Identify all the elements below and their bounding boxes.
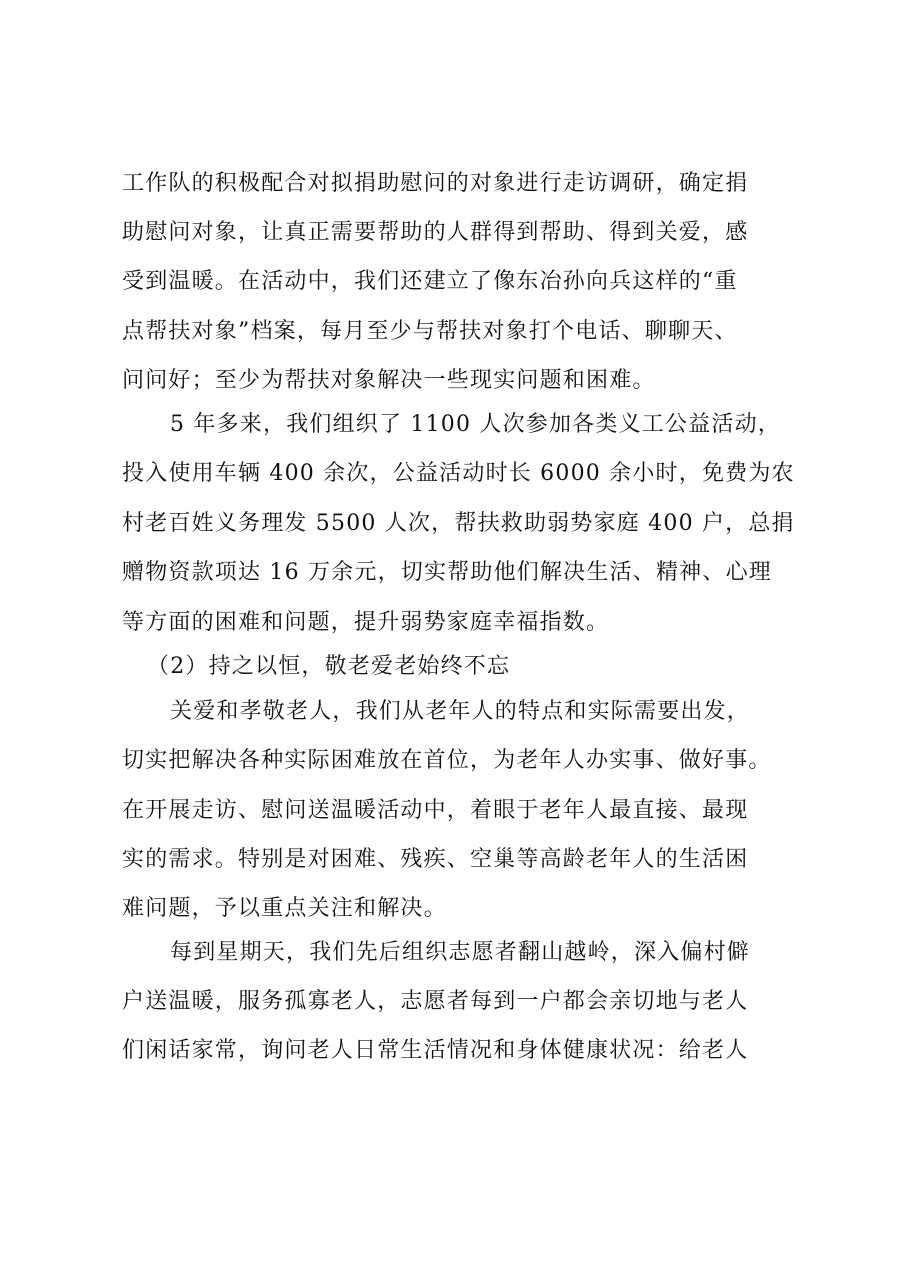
body-line: 们闲话家常，询问老人日常生活情况和身体健康状况：给老人 [122, 1038, 749, 1063]
body-line: 赠物资款项达 16 万余元，切实帮助他们解决生活、精神、心理 [122, 560, 772, 585]
body-line: 每到星期天，我们先后组织志愿者翻山越岭，深入偏村僻 [170, 940, 751, 965]
body-line: 5 年多来，我们组织了 1100 人次参加各类义工公益活动， [170, 412, 781, 437]
body-line: 户送温暖，服务孤寡老人，志愿者每到一户都会亲切地与老人 [122, 989, 749, 1014]
body-line: 点帮扶对象”档案，每月至少与帮扶对象打个电话、聊聊天、 [122, 319, 738, 344]
body-line: 等方面的困难和问题，提升弱势家庭幸福指数。 [122, 610, 610, 635]
section-heading: （2）持之以恒，敬老爱老始终不忘 [147, 654, 511, 679]
body-line: 工作队的积极配合对拟捐助慰问的对象进行走访调研，确定捐 [122, 171, 749, 196]
body-line: 实的需求。特别是对困难、残疾、空巢等高龄老年人的生活困 [122, 847, 749, 872]
body-line: 难问题，予以重点关注和解决。 [122, 896, 447, 921]
body-line: 受到温暖。在活动中，我们还建立了像东冶孙向兵这样的“重 [122, 269, 738, 294]
body-line: 助慰问对象，让真正需要帮助的人群得到帮助、得到关爱，感 [122, 220, 749, 245]
body-line: 村老百姓义务理发 5500 人次，帮扶救助弱势家庭 400 户，总捐 [122, 511, 795, 536]
body-line: 投入使用车辆 400 余次，公益活动时长 6000 余小时，免费为农 [122, 461, 795, 486]
body-line: 切实把解决各种实际困难放在首位，为老年人办实事、做好事。 [122, 748, 772, 773]
body-line: 问问好；至少为帮扶对象解决一些现实问题和困难。 [122, 368, 656, 393]
body-line: 在开展走访、慰问送温暖活动中，着眼于老年人最直接、最现 [122, 798, 749, 823]
body-line: 关爱和孝敬老人，我们从老年人的特点和实际需要出发， [170, 699, 751, 724]
